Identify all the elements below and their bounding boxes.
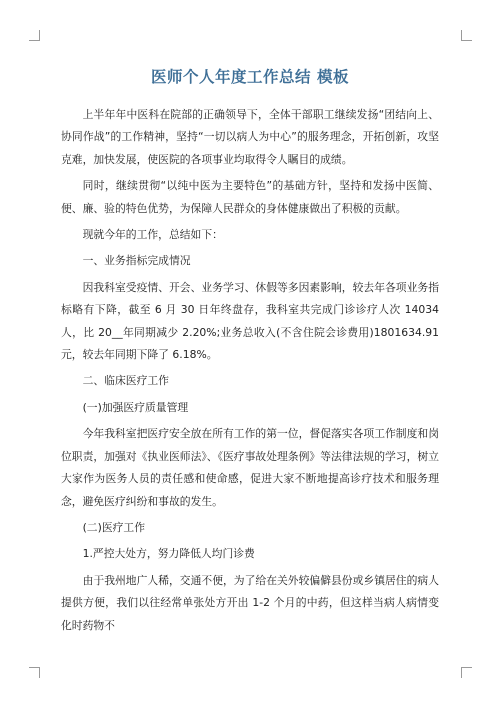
section-heading-clinical-work: 二、临床医疗工作	[82, 374, 169, 388]
section-heading-business-indicators: 一、业务指标完成情况	[82, 254, 191, 268]
document-title: 医师个人年度工作总结 模板	[151, 68, 349, 86]
paragraph-business-indicators: 因我科室受疫情、开会、业务学习、休假等多因素影响，较去年各项业务指标略有下降，截至 6 月 30 日年终盘存，我科室共完成门诊诊疗人次 14034 人，比 20__年同期减少 2.20%;业务总收入(不含住院会诊费用)1801634.91 元，较去年同期下降了 6.18%。	[61, 280, 439, 362]
paragraph-policy: 同时，继续贯彻“以纯中医为主要特色”的基础方针，坚持和发扬中医简、便、廉、验的特色优势，为保障人民群众的身体健康做出了积极的贡献。	[61, 179, 439, 215]
subsection-heading-quality-management: (一)加强医疗质量管理	[82, 400, 189, 414]
crop-mark-top-right	[461, 30, 472, 41]
paragraph-quality-management: 今年我科室把医疗安全放在所有工作的第一位，督促落实各项工作制度和岗位职责，加强对《执业医师法》、《医疗事故处理条例》等法律法规的学习，树立大家作为医务人员的责任感和使命感，促进大家不断地提高诊疗技术和服务理念，避免医疗纠纷和事故的发生。	[61, 427, 439, 508]
crop-mark-bottom-left	[29, 667, 40, 678]
subsection-heading-medical-work: (二)医疗工作	[82, 520, 146, 534]
crop-mark-bottom-right	[461, 667, 472, 678]
document-body	[61, 104, 439, 637]
crop-mark-top-left	[29, 30, 40, 41]
paragraph-prescription-control: 由于我州地广人稀，交通不便，为了给在关外较偏僻县份或乡镇居住的病人提供方便，我们以往经常单张处方开出 1-2 个月的中药，但这样当病人病情变化时药物不	[61, 573, 439, 632]
paragraph-intro: 上半年年中医科在院部的正确领导下，全体干部职工继续发扬“团结向上、协同作战”的工作精神，坚持“一切以病人为中心”的服务理念，开拓创新，攻坚克难，加快发展，使医院的各项事业均取得令人瞩目的成绩。	[61, 108, 439, 166]
item-heading-prescription-control: 1.严控大处方，努力降低人均门诊费	[82, 547, 255, 561]
paragraph-summary-lead: 现就今年的工作，总结如下：	[82, 228, 223, 242]
